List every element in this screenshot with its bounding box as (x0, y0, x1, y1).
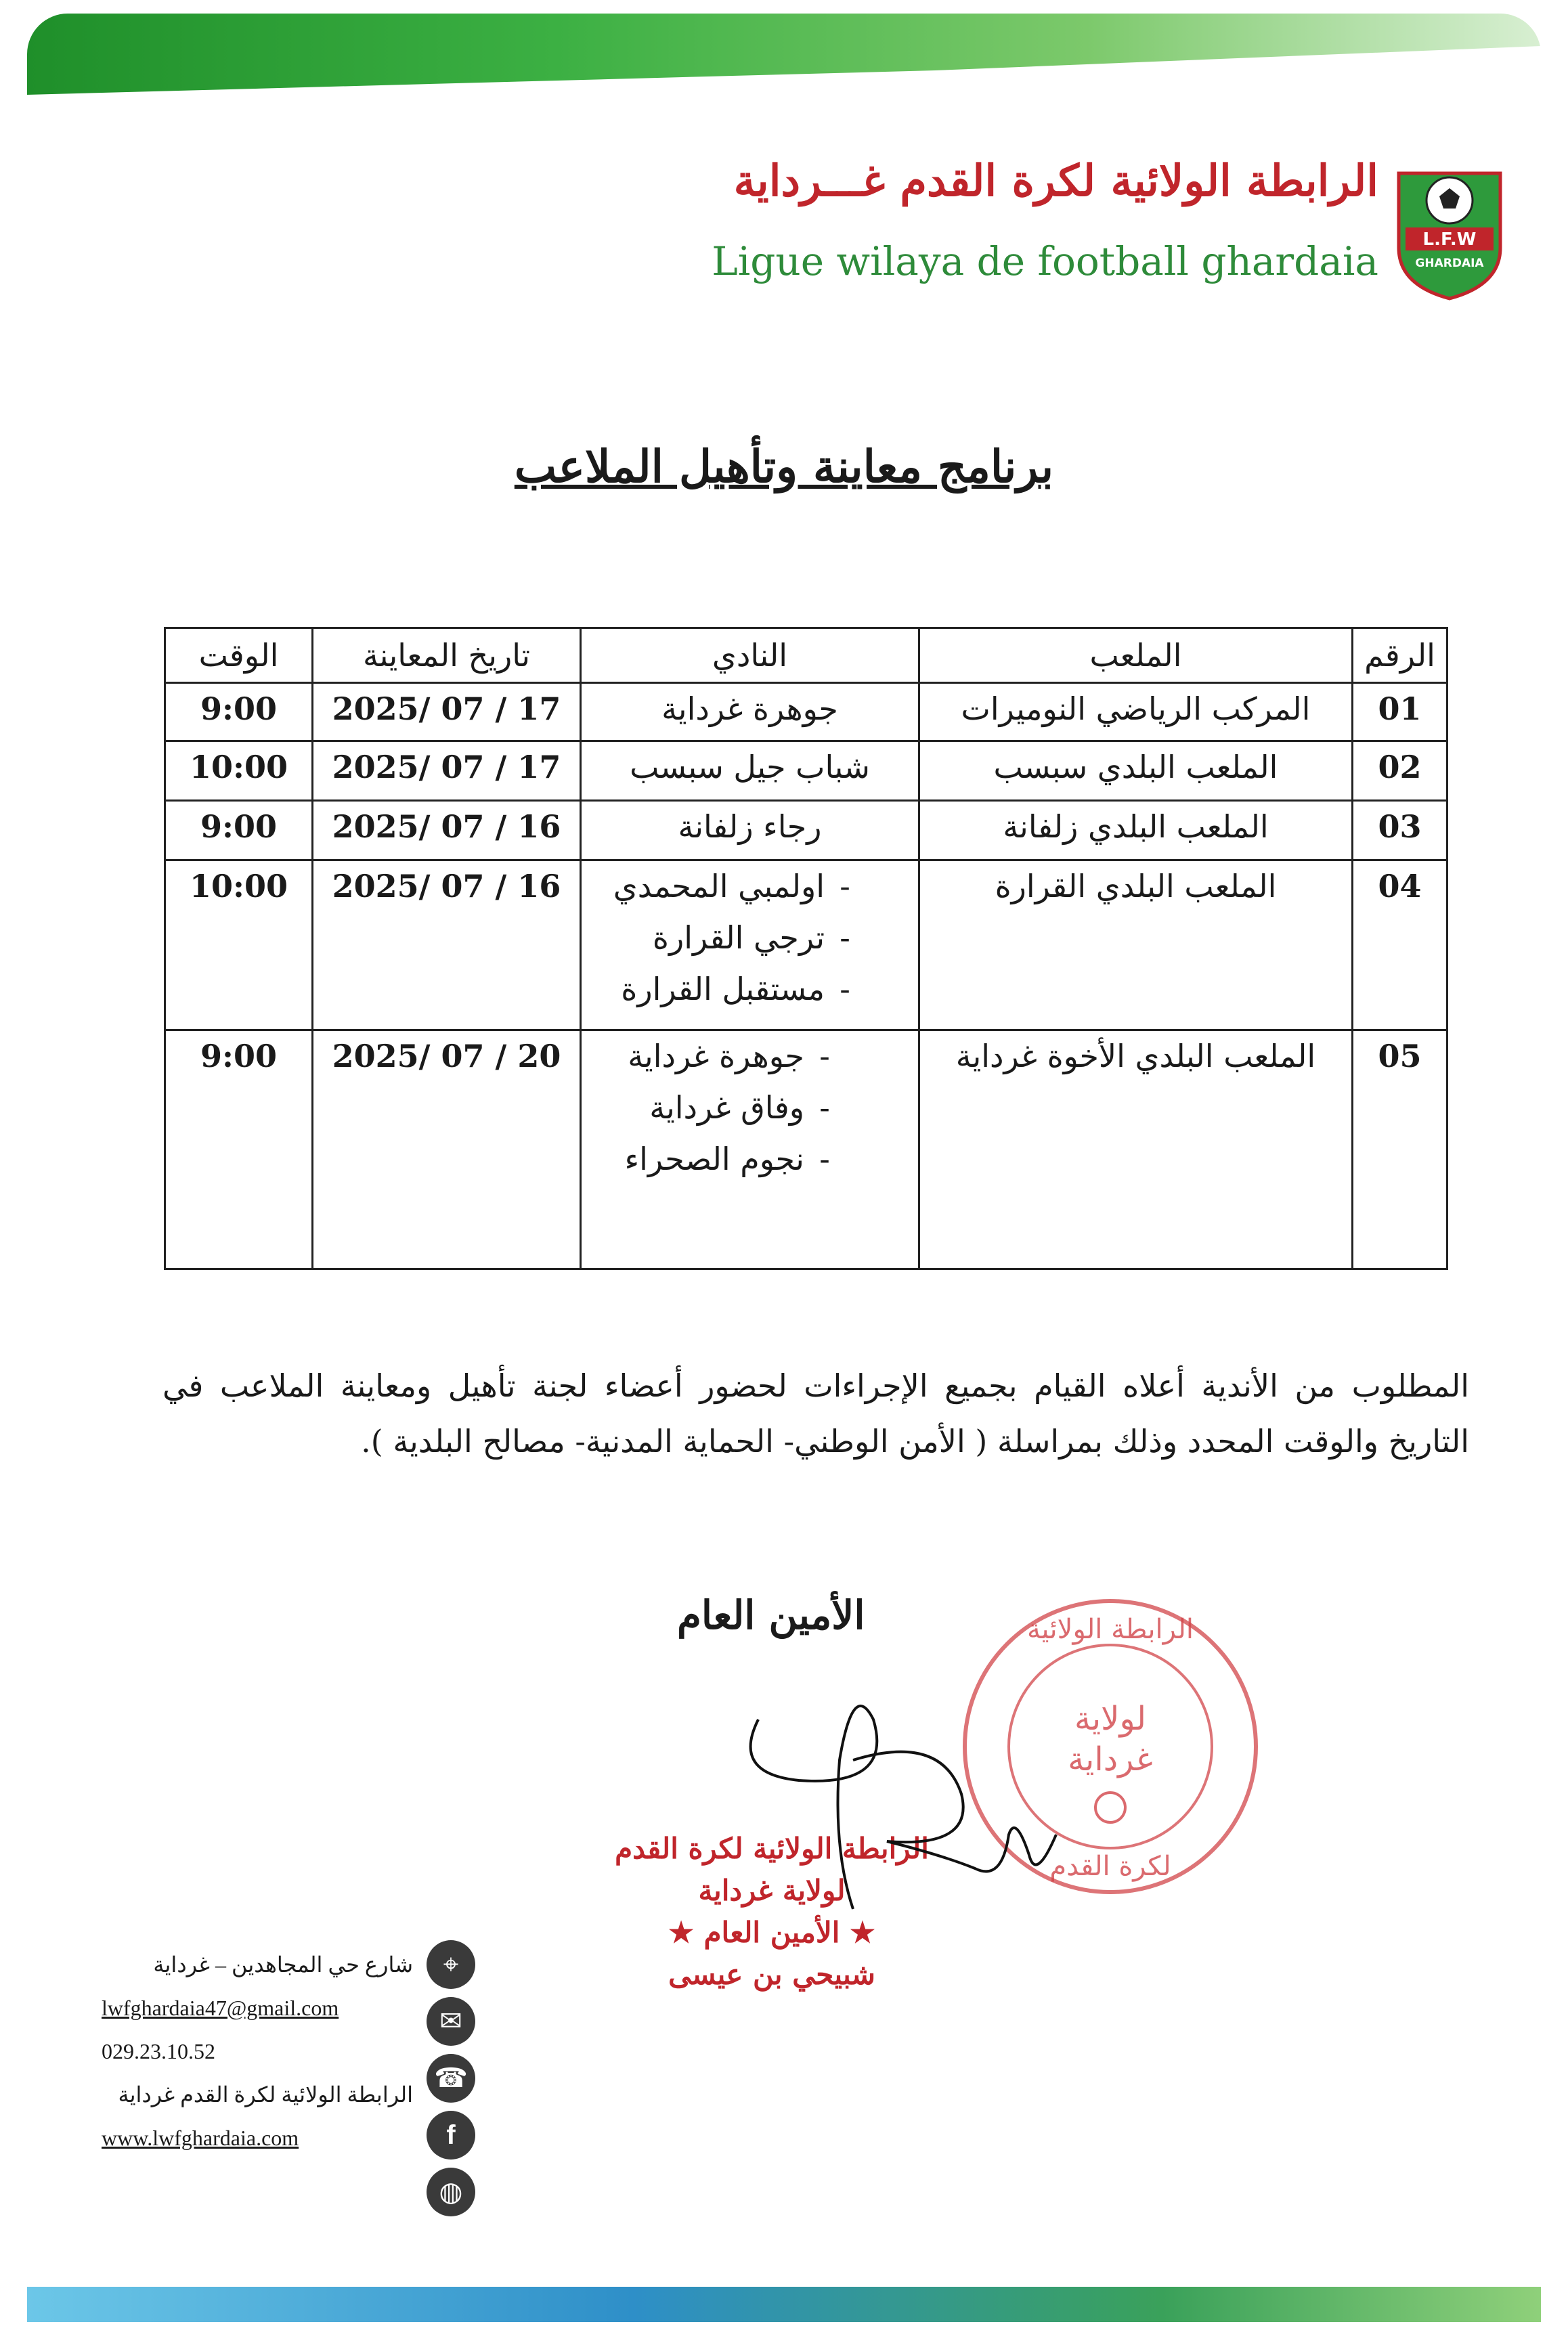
row-date: 2025/ 07 / 16 (313, 860, 581, 1030)
secretary-general-title: الأمين العام (677, 1592, 865, 1638)
row-club: جوهرة غرداية (581, 683, 919, 741)
row-date: 2025/ 07 / 16 (313, 801, 581, 860)
table-row (165, 1030, 1447, 1269)
stamp-line: الرابطة الولائية لكرة القدم (615, 1832, 929, 1865)
stamp-line: ★ الأمين العام ★ (668, 1916, 875, 1949)
header-stadium: الملعب (919, 628, 1353, 683)
league-name-french: Ligue wilaya de football ghardaia (712, 238, 1378, 284)
table-row (165, 860, 1447, 1030)
page-title: برنامج معاينة وتأهيل الملاعب (514, 440, 1054, 493)
row-clubs (581, 1030, 919, 1269)
row-stadium: الملعب البلدي الأخوة غرداية (919, 1030, 1353, 1269)
row-date: 2025/ 07 / 17 (313, 741, 581, 801)
league-logo (1392, 160, 1507, 302)
row-num: 03 (1353, 801, 1447, 860)
stamp-line: لولاية غرداية (698, 1874, 846, 1907)
inspection-schedule-table (164, 627, 1448, 1270)
club-list-item: - جوهرة غرداية (594, 1038, 845, 1074)
row-stadium: المركب الرياضي النوميرات (919, 683, 1353, 741)
row-club: رجاء زلفانة (581, 801, 919, 860)
contact-website[interactable]: www.lwfghardaia.com (102, 2126, 299, 2150)
table-row (165, 801, 1447, 860)
contact-facebook[interactable]: الرابطة الولائية لكرة القدم غرداية (118, 2082, 413, 2107)
row-stadium: الملعب البلدي سبسب (919, 741, 1353, 801)
instructions-note: المطلوب من الأندية أعلاه القيام بجميع الإجراءات لحضور أعضاء لجنة تأهيل ومعاينة الملاعب في التاريخ والوقت المحدد وذلك بمراسلة ( الأمن الوطني- الحماية المدنية- مصالح البلدية ). (162, 1367, 1469, 1460)
row-num: 04 (1353, 860, 1447, 1030)
seal-text-bottom: لكرة القدم (1049, 1851, 1171, 1882)
table-row (165, 683, 1447, 741)
row-time: 10:00 (165, 741, 313, 801)
club-list-item: - اولمبي المحمدي (594, 868, 865, 904)
row-clubs (581, 860, 919, 1030)
stamp-line: شبيحي بن عيسى (668, 1958, 875, 1991)
table-header-row (165, 628, 1447, 683)
website-icon: ◍ (427, 2168, 475, 2216)
club-list-item: - نجوم الصحراء (594, 1141, 845, 1177)
header-num: الرقم (1353, 628, 1447, 683)
email-icon: ✉ (427, 1997, 475, 2046)
seal-text-top: الرابطة الولائية (1026, 1614, 1194, 1645)
contact-email[interactable]: lwfghardaia47@gmail.com (102, 1996, 339, 2020)
logo-subtext: GHARDAIA (1415, 257, 1484, 270)
league-name-arabic: الرابطة الولائية لكرة القدم غـــرداية (733, 156, 1378, 206)
row-time: 10:00 (165, 860, 313, 1030)
row-stadium: الملعب البلدي القرارة (919, 860, 1353, 1030)
club-list-item: - ترجي القرارة (594, 919, 865, 956)
row-club: شباب جيل سبسب (581, 741, 919, 801)
club-list-item: - مستقبل القرارة (594, 971, 865, 1007)
row-time: 9:00 (165, 1030, 313, 1269)
row-date: 2025/ 07 / 20 (313, 1030, 581, 1269)
row-num: 05 (1353, 1030, 1447, 1269)
contact-phone: 029.23.10.52 (102, 2039, 215, 2063)
header-date: تاريخ المعاينة (313, 628, 581, 683)
footer-band (27, 2287, 1541, 2322)
header-time: الوقت (165, 628, 313, 683)
row-num: 02 (1353, 741, 1447, 801)
contact-address: شارع حي المجاهدين – غرداية (153, 1952, 413, 1977)
handwritten-signature (718, 1679, 1097, 1950)
phone-icon: ☎ (427, 2054, 475, 2103)
contact-icons (427, 1940, 478, 2225)
row-date: 2025/ 07 / 17 (313, 683, 581, 741)
facebook-icon: f (427, 2111, 475, 2160)
row-num: 01 (1353, 683, 1447, 741)
header-club: النادي (581, 628, 919, 683)
row-time: 9:00 (165, 683, 313, 741)
seal-text-line1: لولاية (1074, 1700, 1146, 1738)
club-list-item: - وفاق غرداية (594, 1089, 845, 1126)
row-time: 9:00 (165, 801, 313, 860)
header-green-band (27, 14, 1541, 95)
location-icon: ⌖ (427, 1940, 475, 1989)
contact-block (102, 1943, 413, 2160)
logo-text: L.F.W (1422, 229, 1477, 250)
table-row (165, 741, 1447, 801)
row-stadium: الملعب البلدي زلفانة (919, 801, 1353, 860)
seal-text-line2: غرداية (1068, 1740, 1153, 1778)
